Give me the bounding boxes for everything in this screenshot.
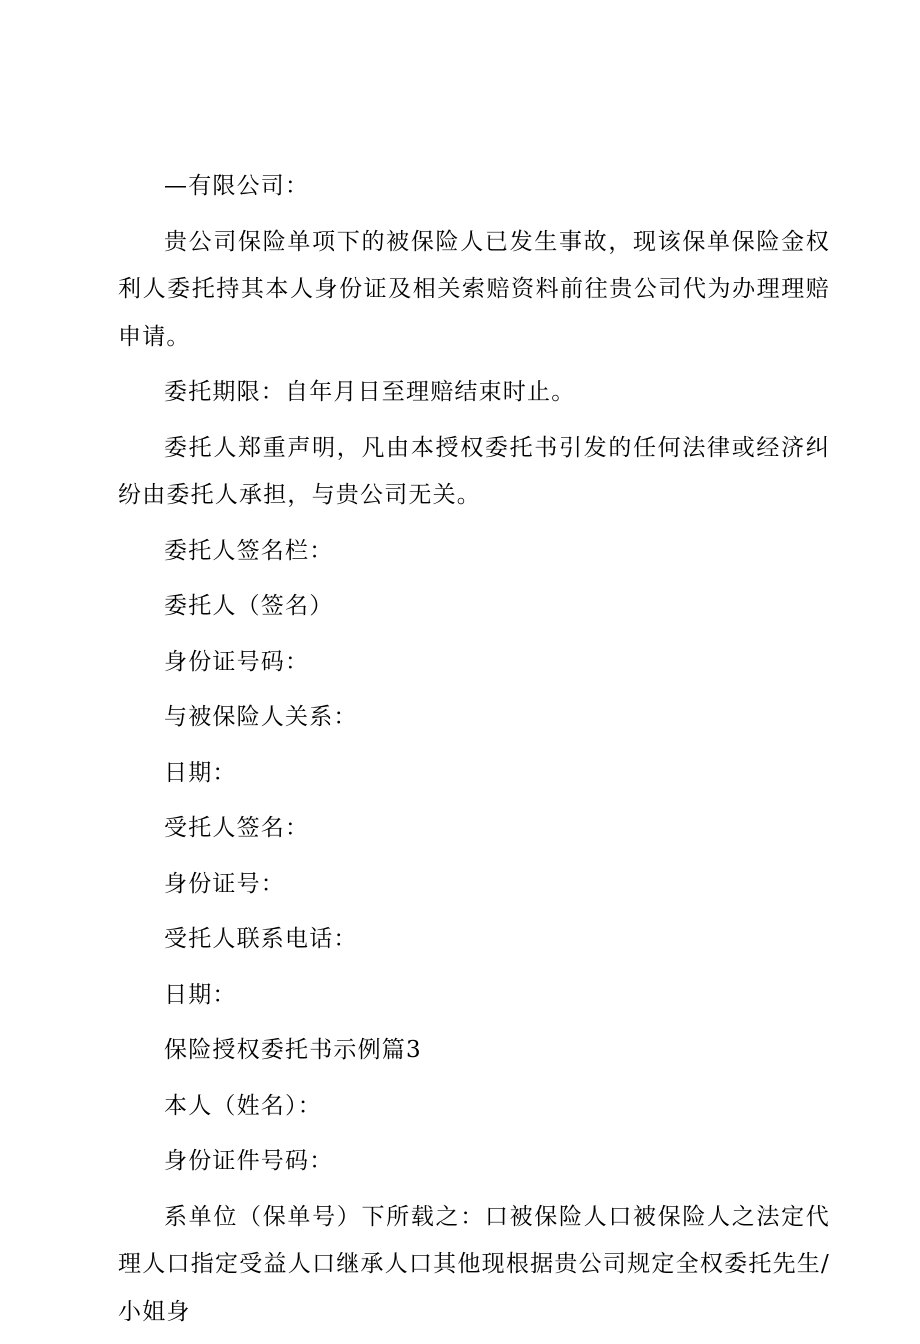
declaration-paragraph: 委托人郑重声明，凡由本授权委托书引发的任何法律或经济纠纷由委托人承担，与贵公司无关。 [118, 434, 830, 508]
salutation: —有限公司： [164, 173, 310, 199]
name-field: 本人（姓名）： [164, 1092, 322, 1119]
document-body [118, 163, 830, 1344]
agent-signature-field: 受托人签名： [164, 815, 310, 841]
claim-statement-paragraph: 贵公司保险单项下的被保险人已发生事故，现该保单保险金权利人委托持其本人身份证及相关索赔资料前往贵公司代为办理理赔申请。 [118, 228, 830, 350]
agent-phone-field: 受托人联系电话： [164, 926, 358, 952]
section-heading: 保险授权委托书示例篇3 [164, 1037, 422, 1063]
agent-id-number-field: 身份证号： [164, 870, 285, 897]
policy-statement-paragraph: 系单位（保单号）下所载之：口被保险人口被保险人之法定代理人口指定受益人口继承人口其他现根据贵公司规定全权委托先生/小姐身 [118, 1203, 830, 1325]
principal-signature-heading: 委托人签名栏： [164, 537, 334, 564]
principal-id-number-field: 身份证号码： [164, 648, 310, 675]
id-document-number-field: 身份证件号码： [164, 1148, 334, 1174]
principal-signature-field: 委托人（签名） [164, 593, 334, 619]
principal-date-field: 日期： [164, 759, 237, 786]
agent-date-field: 日期： [164, 981, 237, 1008]
entrust-period-line: 委托期限：自年月日至理赔结束时止。 [164, 379, 576, 405]
relationship-field: 与被保险人关系： [164, 704, 358, 730]
